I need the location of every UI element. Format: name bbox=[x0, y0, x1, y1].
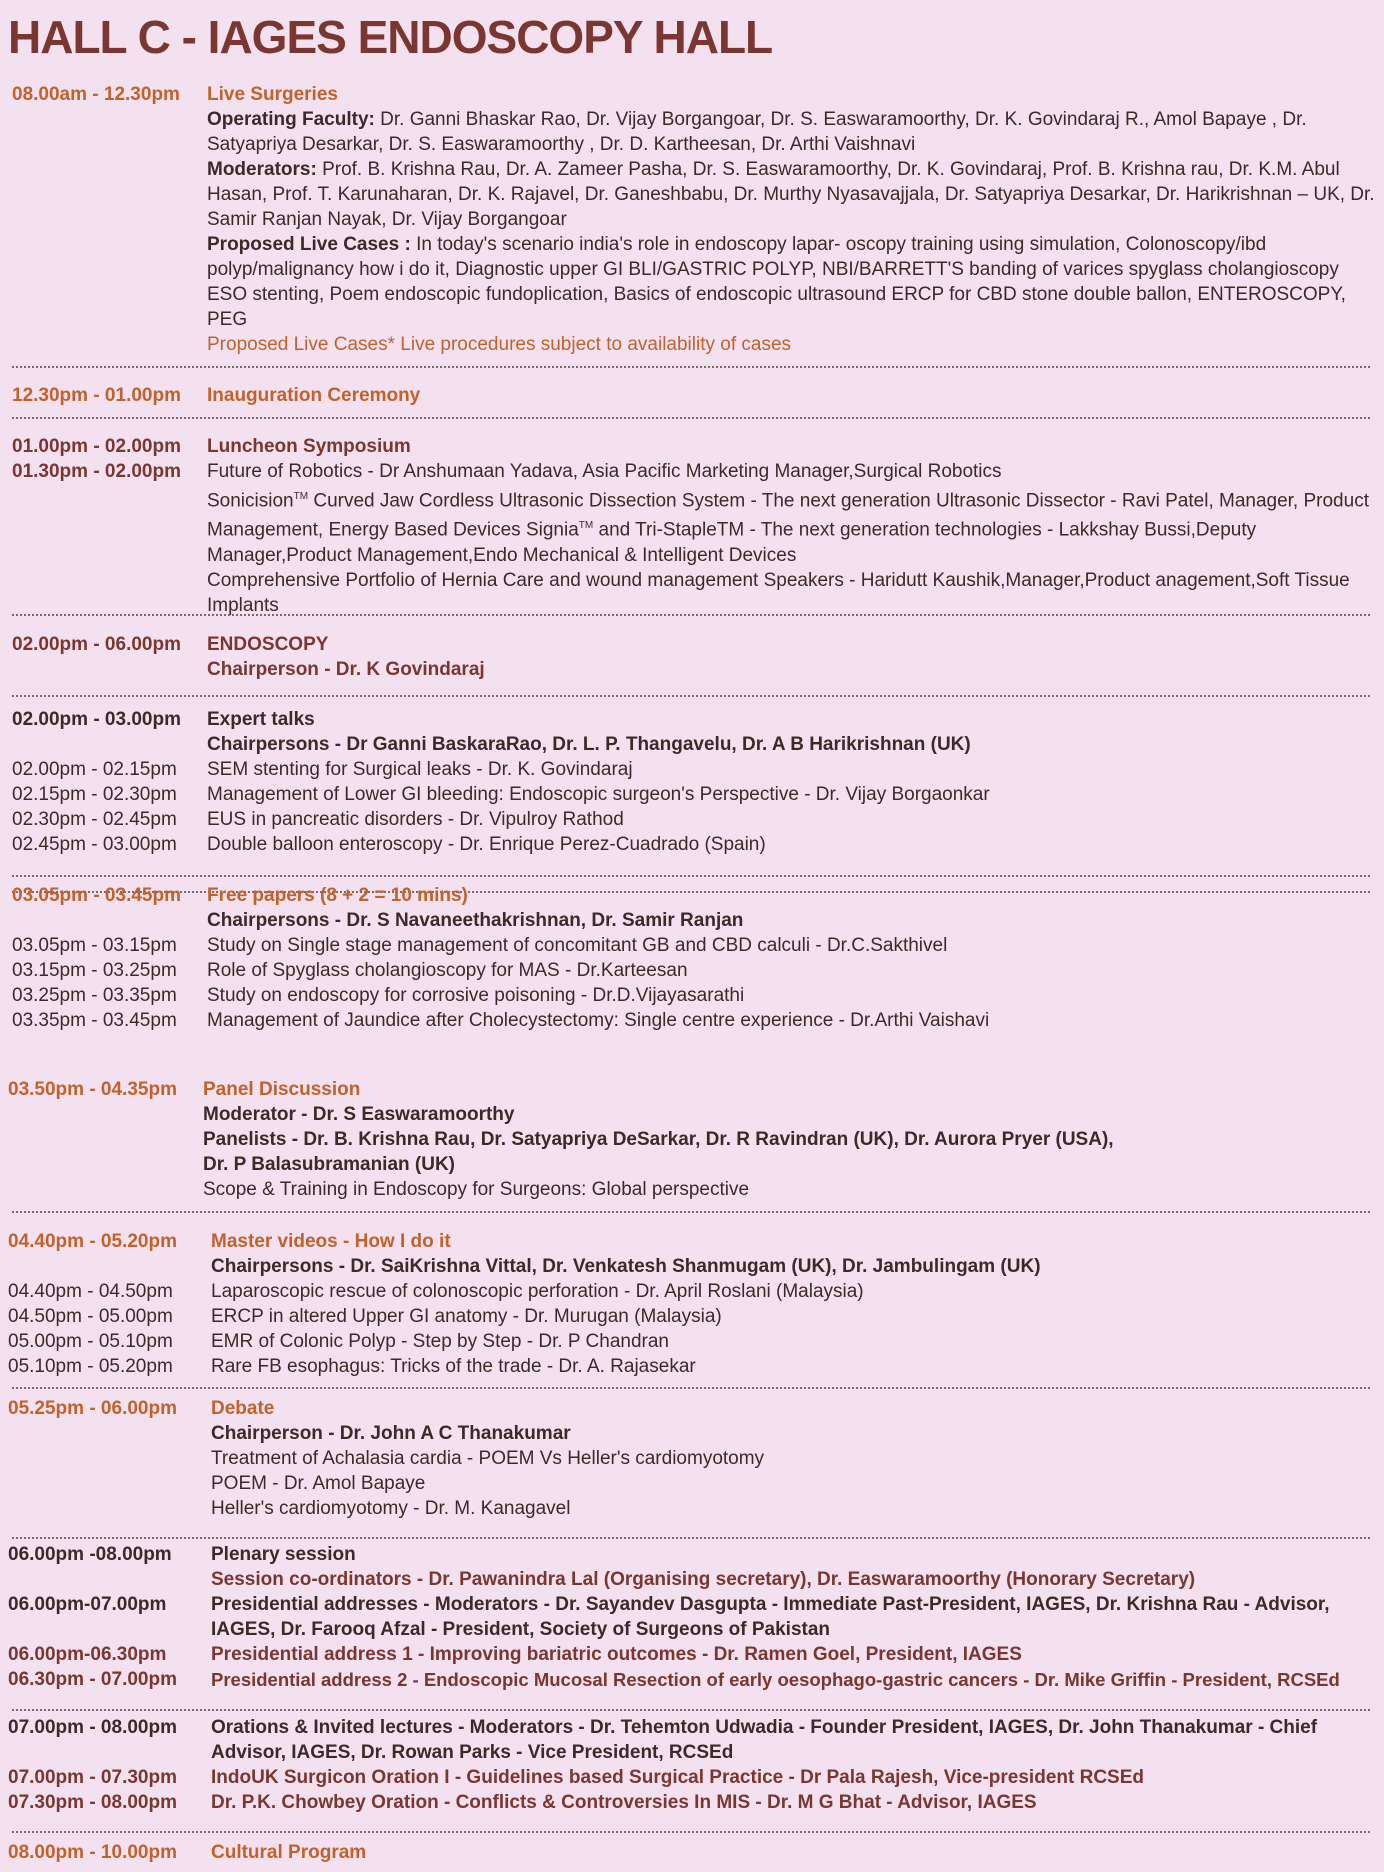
heading: Panel Discussion bbox=[203, 1079, 361, 1100]
debate-line: Treatment of Achalasia cardia - POEM Vs Heller's cardiomyotomy bbox=[211, 1448, 765, 1469]
heading: Inauguration Ceremony bbox=[207, 385, 421, 406]
time: 08.00pm - 10.00pm bbox=[8, 1842, 177, 1863]
heading: Master videos - How I do it bbox=[211, 1231, 451, 1252]
moderator: Moderator - Dr. S Easwaramoorthy bbox=[203, 1104, 515, 1125]
live-surgeries-block bbox=[0, 82, 1384, 362]
heading: ENDOSCOPY bbox=[207, 634, 329, 655]
divider bbox=[12, 875, 1370, 877]
talk: Comprehensive Portfolio of Hernia Care and wound management Speakers - Haridutt Kaushik,Manager,Product anagement,Soft Tissue Implants bbox=[207, 569, 1350, 616]
item-time: 05.10pm - 05.20pm bbox=[8, 1356, 173, 1377]
divider bbox=[12, 417, 1370, 419]
chairpersons: Chairpersons - Dr Ganni BaskaraRao, Dr. L. P. Thangavelu, Dr. A B Harikrishnan (UK) bbox=[207, 734, 971, 755]
orations-text: Orations & Invited lectures - Moderators - Dr. Tehemton Udwadia - Founder President, IAGES, Dr. John Thanakumar - Chief Advisor, IAGES, Dr. Rowan Parks - Vice President, RCSEd bbox=[211, 1717, 1318, 1763]
item-text: Rare FB esophagus: Tricks of the trade - Dr. A. Rajasekar bbox=[211, 1356, 696, 1377]
divider bbox=[12, 1387, 1370, 1389]
chairpersons: Chairpersons - Dr. S Navaneethakrishnan, Dr. Samir Ranjan bbox=[207, 910, 744, 931]
item-text: Management of Jaundice after Cholecystectomy: Single centre experience - Dr.Arthi Vaishavi bbox=[207, 1010, 990, 1031]
chairperson: Chairperson - Dr. K Govindaraj bbox=[207, 659, 485, 680]
item-text: ERCP in altered Upper GI anatomy - Dr. Murugan (Malaysia) bbox=[211, 1306, 722, 1327]
moderators: Moderators: Prof. B. Krishna Rau, Dr. A. Zameer Pasha, Dr. S. Easwaramoorthy, Dr. K. Govindaraj, Prof. B. Krishna rau, Dr. K.M. Abul Hasan, Prof. T. Karunaharan, Dr. K. Rajavel, Dr. Ganeshbabu, Dr. Murthy Nyasavajjala, Dr. Satyapriya Desarkar, Dr. Harikrishnan – UK, Dr. Samir Ranjan Nayak, Dr. Vijay Borgangoar bbox=[207, 159, 1375, 230]
item-time: 04.40pm - 04.50pm bbox=[8, 1281, 173, 1302]
heading: Luncheon Symposium bbox=[207, 436, 411, 457]
proposed-cases: Proposed Live Cases : In today's scenario india's role in endoscopy lapar- oscopy training using simulation, Colonoscopy/ibd polyp/malignancy how i do it, Diagnostic upper GI BLI/GASTRIC POLYP, NBI/BARRETT'S banding of varices spyglass cholangioscopy ESO stenting, Poem endoscopic fundoplication, Basics of endoscopic ultrasound ERCP for CBD stone double ballon, ENTEROSCOPY, PEG bbox=[207, 234, 1346, 330]
item-text: Study on endoscopy for corrosive poisoning - Dr.D.Vijayasarathi bbox=[207, 985, 745, 1006]
item-text: EUS in pancreatic disorders - Dr. Vipulroy Rathod bbox=[207, 809, 624, 830]
item-time: 03.35pm - 03.45pm bbox=[12, 1010, 177, 1031]
heading: Expert talks bbox=[207, 709, 315, 730]
item-time: 03.05pm - 03.15pm bbox=[12, 935, 177, 956]
divider bbox=[12, 366, 1370, 368]
cases-note: Proposed Live Cases* Live procedures subject to availability of cases bbox=[207, 334, 792, 355]
time: 02.00pm - 06.00pm bbox=[12, 634, 181, 655]
debate-line: Heller's cardiomyotomy - Dr. M. Kanagavel bbox=[211, 1498, 571, 1519]
operating-faculty: Operating Faculty: Dr. Ganni Bhaskar Rao, Dr. Vijay Borgangoar, Dr. S. Easwaramoorthy, Dr. K. Govindaraj R., Amol Bapaye , Dr. Satyapriya Desarkar, Dr. S. Easwaramoorthy , Dr. D. Kartheesan, Dr. Arthi Vaishnavi bbox=[207, 109, 1307, 155]
item-time: 03.15pm - 03.25pm bbox=[12, 960, 177, 981]
item-text: Management of Lower GI bleeding: Endoscopic surgeon's Perspective - Dr. Vijay Borgaonkar bbox=[207, 784, 990, 805]
time: 08.00am - 12.30pm bbox=[12, 84, 180, 105]
item-text: Double balloon enteroscopy - Dr. Enrique Perez-Cuadrado (Spain) bbox=[207, 834, 766, 855]
oration-2: Dr. P.K. Chowbey Oration - Conflicts & Controversies In MIS - Dr. M G Bhat - Advisor, IAGES bbox=[211, 1792, 1037, 1813]
oration-1: IndoUK Surgicon Oration I - Guidelines based Surgical Practice - Dr Pala Rajesh, Vice-president RCSEd bbox=[211, 1767, 1144, 1788]
divider bbox=[12, 1831, 1370, 1833]
item-time: 02.15pm - 02.30pm bbox=[12, 784, 177, 805]
time: 02.00pm - 03.00pm bbox=[12, 709, 181, 730]
talk: Sonicision™ Curved Jaw Cordless Ultrasonic Dissection System - The next generation Ultrasonic Dissector - Ravi Patel, Manager, Product Management, Energy Based Devices Signia™ and Tri-StapleTM - The next generation technologies - Lakkshay Bussi,Deputy Manager,Product Management,Endo Mechanical & Intelligent Devices bbox=[207, 490, 1369, 566]
item-time: 02.45pm - 03.00pm bbox=[12, 834, 177, 855]
presidential-address-1: Presidential address 1 - Improving bariatric outcomes - Dr. Ramen Goel, President, IAGES bbox=[211, 1644, 1022, 1665]
talk: Future of Robotics - Dr Anshumaan Yadava, Asia Pacific Marketing Manager,Surgical Robotics bbox=[207, 461, 1002, 482]
presidential-addresses: Presidential addresses - Moderators - Dr. Sayandev Dasgupta - Immediate Past-President, IAGES, Dr. Krishna Rau - Advisor, IAGES, Dr. Farooq Afzal - President, Society of Surgeons of Pakistan bbox=[211, 1594, 1330, 1640]
time: 06.30pm - 07.00pm bbox=[8, 1669, 177, 1690]
heading: Debate bbox=[211, 1398, 275, 1419]
item-time: 02.30pm - 02.45pm bbox=[12, 809, 177, 830]
debate-line: POEM - Dr. Amol Bapaye bbox=[211, 1473, 426, 1494]
item-time: 04.50pm - 05.00pm bbox=[8, 1306, 173, 1327]
presidential-address-2: Presidential address 2 - Endoscopic Mucosal Resection of early oesophago-gastric cancers - Dr. Mike Griffin - President, RCSEd bbox=[211, 1669, 1340, 1690]
time: 04.40pm - 05.20pm bbox=[8, 1231, 177, 1252]
item-text: SEM stenting for Surgical leaks - Dr. K. Govindaraj bbox=[207, 759, 633, 780]
chairpersons: Chairpersons - Dr. SaiKrishna Vittal, Dr. Venkatesh Shanmugam (UK), Dr. Jambulingam (UK) bbox=[211, 1256, 1041, 1277]
time: 03.50pm - 04.35pm bbox=[8, 1079, 177, 1100]
item-text: Laparoscopic rescue of colonoscopic perforation - Dr. April Roslani (Malaysia) bbox=[211, 1281, 864, 1302]
chairperson: Chairperson - Dr. John A C Thanakumar bbox=[211, 1423, 571, 1444]
luncheon-block bbox=[0, 434, 1384, 616]
item-text: Role of Spyglass cholangioscopy for MAS - Dr.Karteesan bbox=[207, 960, 688, 981]
time: 06.00pm -08.00pm bbox=[8, 1544, 172, 1565]
time: 06.00pm-06.30pm bbox=[8, 1644, 167, 1665]
time: 12.30pm - 01.00pm bbox=[12, 385, 181, 406]
heading: Free papers (8 + 2 = 10 mins) bbox=[207, 885, 468, 906]
time: 07.30pm - 08.00pm bbox=[8, 1792, 177, 1813]
time: 01.30pm - 02.00pm bbox=[12, 461, 181, 482]
time: 01.00pm - 02.00pm bbox=[12, 436, 181, 457]
divider bbox=[12, 614, 1370, 616]
panelists: Dr. P Balasubramanian (UK) bbox=[203, 1154, 456, 1175]
time: 03.05pm - 03.45pm bbox=[12, 885, 181, 906]
item-text: EMR of Colonic Polyp - Step by Step - Dr. P Chandran bbox=[211, 1331, 669, 1352]
item-time: 03.25pm - 03.35pm bbox=[12, 985, 177, 1006]
heading: Plenary session bbox=[211, 1544, 356, 1565]
time: 07.00pm - 08.00pm bbox=[8, 1717, 177, 1738]
time: 07.00pm - 07.30pm bbox=[8, 1767, 177, 1788]
time: 06.00pm-07.00pm bbox=[8, 1594, 167, 1615]
heading: Live Surgeries bbox=[207, 84, 338, 105]
panelists: Panelists - Dr. B. Krishna Rau, Dr. Satyapriya DeSarkar, Dr. R Ravindran (UK), Dr. Aurora Pryer (USA), bbox=[203, 1129, 1114, 1150]
coordinators: Session co-ordinators - Dr. Pawanindra Lal (Organising secretary), Dr. Easwaramoorthy (Honorary Secretary) bbox=[211, 1569, 1196, 1590]
heading: Cultural Program bbox=[211, 1842, 367, 1863]
time: 05.25pm - 06.00pm bbox=[8, 1398, 177, 1419]
topic: Scope & Training in Endoscopy for Surgeons: Global perspective bbox=[203, 1179, 750, 1200]
item-time: 02.00pm - 02.15pm bbox=[12, 759, 177, 780]
page-title: HALL C - IAGES ENDOSCOPY HALL bbox=[8, 11, 773, 63]
item-text: Study on Single stage management of concomitant GB and CBD calculi - Dr.C.Sakthivel bbox=[207, 935, 948, 956]
divider bbox=[12, 1709, 1370, 1711]
divider bbox=[12, 695, 1370, 697]
item-time: 05.00pm - 05.10pm bbox=[8, 1331, 173, 1352]
divider bbox=[12, 1537, 1370, 1539]
divider bbox=[12, 1211, 1370, 1213]
